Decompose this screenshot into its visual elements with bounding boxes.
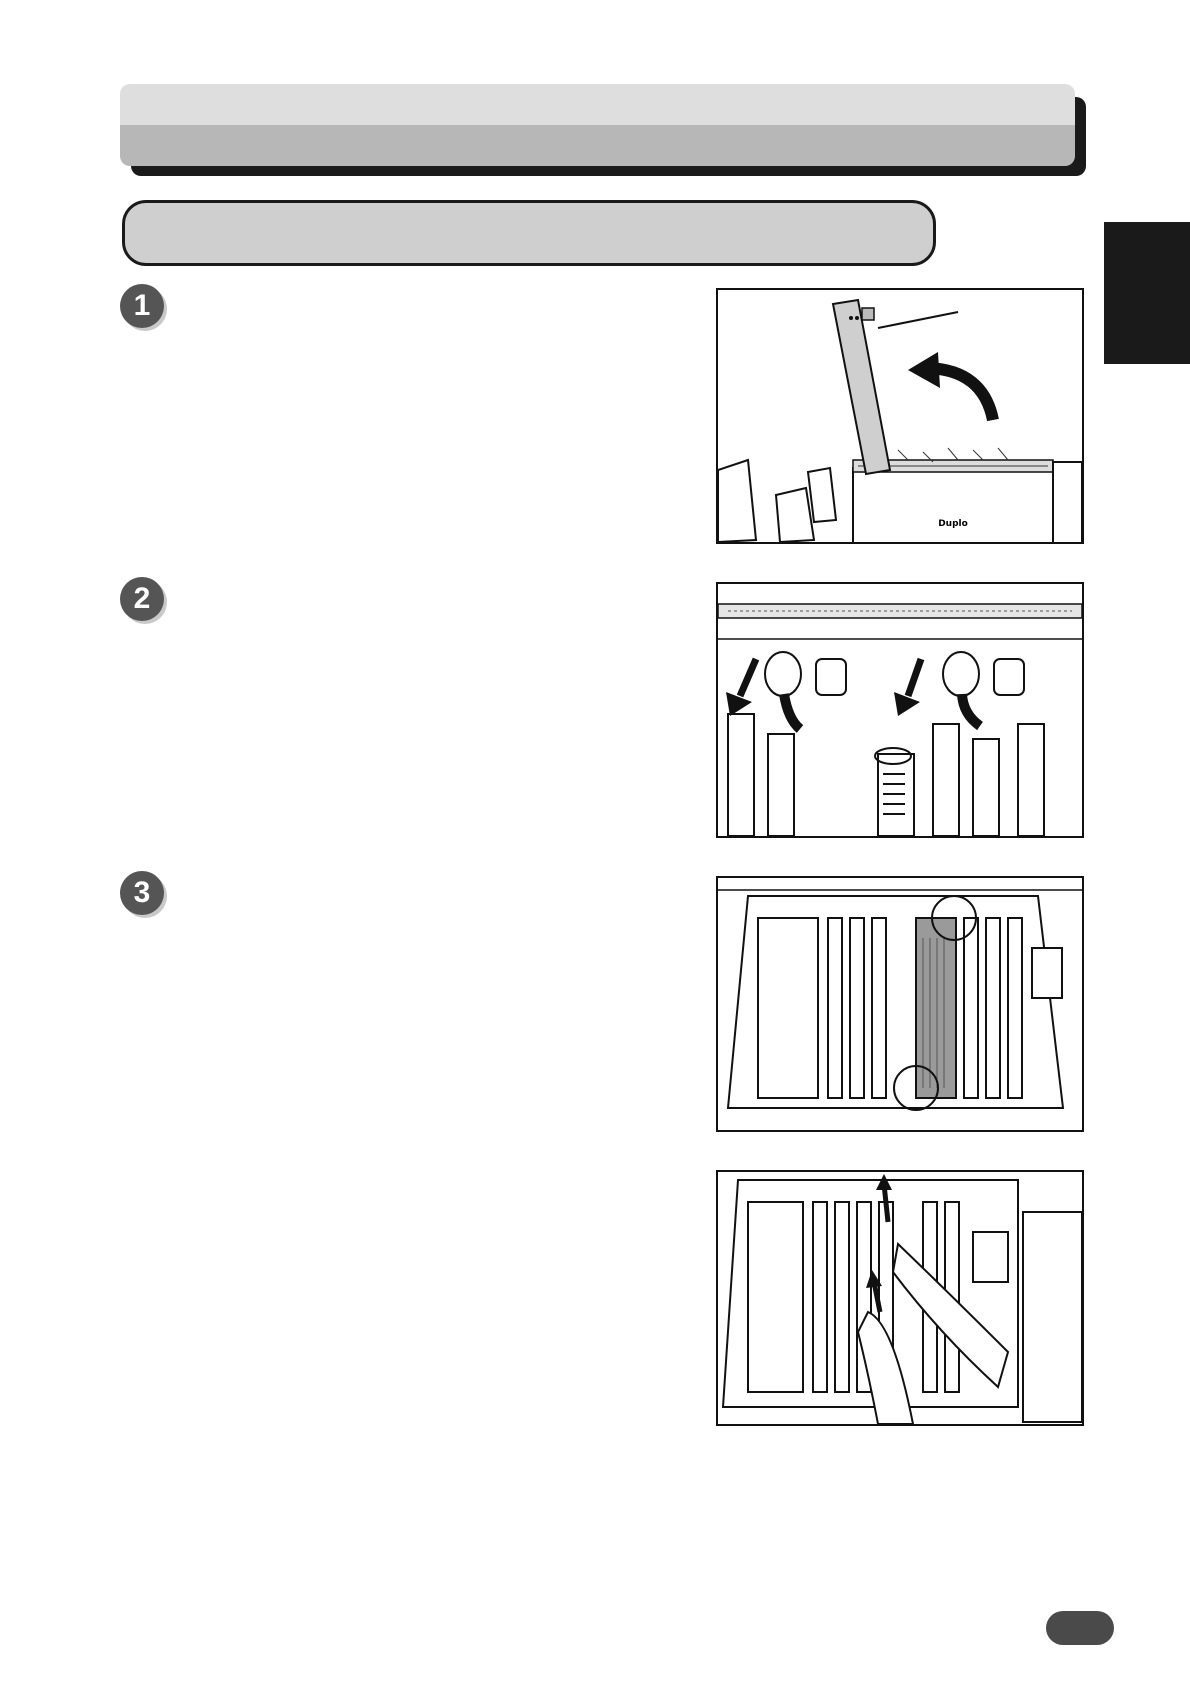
figure-open-top-cover (716, 288, 1084, 544)
step-3-number: 3 (133, 876, 151, 909)
figure-remove-roller (716, 1170, 1084, 1426)
page-number (1046, 1611, 1114, 1645)
open-cover-illustration (718, 290, 1082, 542)
step-3-badge (120, 871, 164, 915)
figure1-brand-label: Duplo (938, 519, 968, 529)
figure-roller-unit (716, 876, 1084, 1132)
step-1-number: 1 (133, 289, 151, 322)
figure-release-levers (716, 582, 1084, 838)
subsection-title-bar (122, 200, 936, 266)
remove-roller-illustration (718, 1172, 1082, 1424)
section-title-bar (120, 84, 1075, 166)
step-1-badge (120, 284, 164, 328)
step-2-number: 2 (133, 582, 151, 615)
release-levers-illustration (718, 584, 1082, 836)
step-2-badge (120, 577, 164, 621)
roller-unit-illustration (718, 878, 1082, 1130)
chapter-side-tab (1104, 222, 1190, 364)
